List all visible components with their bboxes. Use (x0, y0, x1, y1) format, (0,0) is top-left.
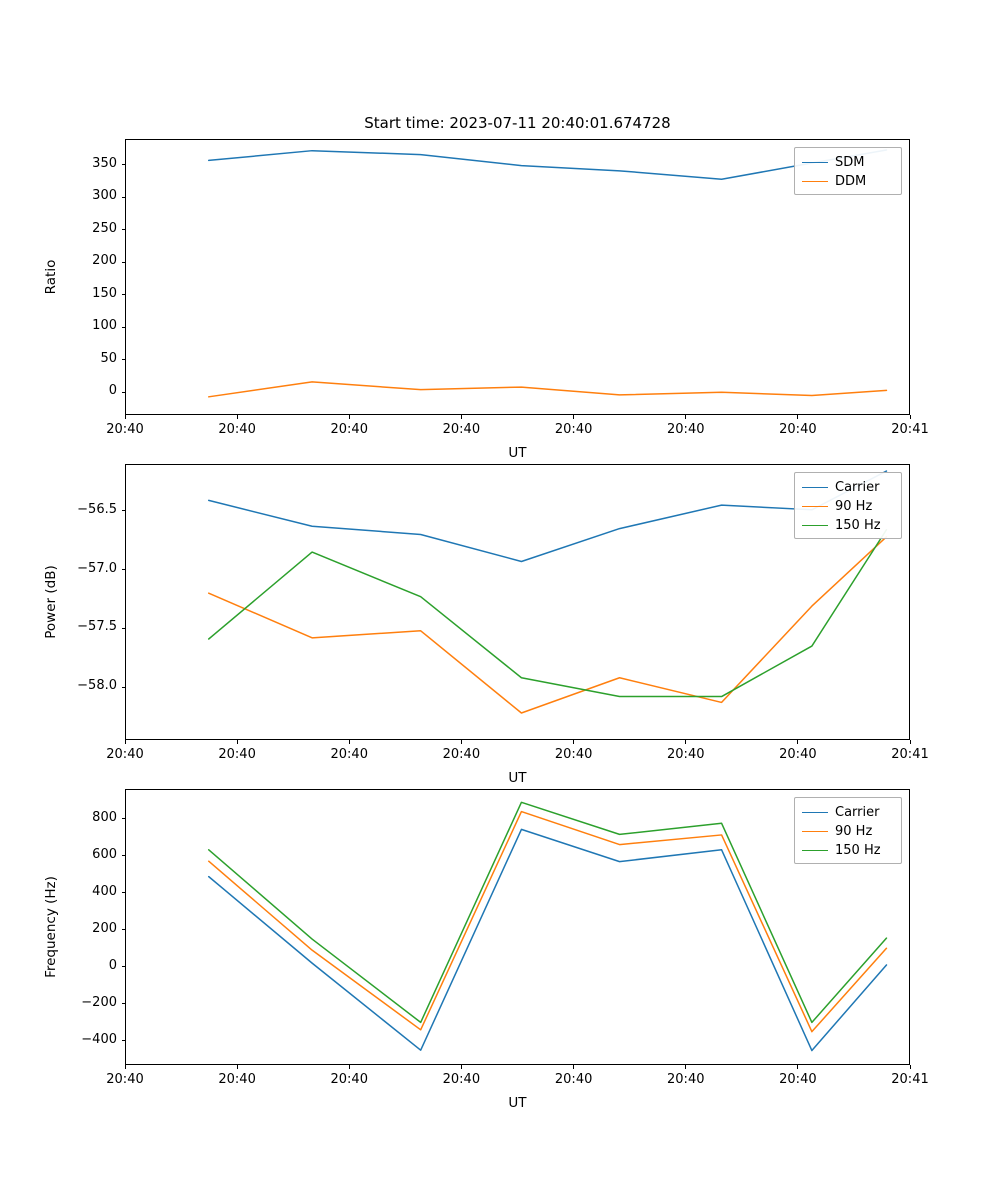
panel-power-ytick-label: −57.5 (77, 619, 117, 635)
panel-frequency-xtick-label: 20:40 (106, 1072, 144, 1087)
panel-frequency-xtick-label: 20:40 (779, 1072, 817, 1087)
panel-frequency-series-90-hz (209, 812, 887, 1032)
panel-frequency-xtick-mark (910, 1065, 911, 1069)
panel-ratio-ytick-label: 350 (92, 155, 117, 171)
legend-label: Carrier (835, 480, 880, 495)
panel-frequency-xtick-mark (237, 1065, 238, 1069)
panel-ratio-xtick-label: 20:40 (218, 422, 256, 437)
panel-ratio-ytick-label: 100 (92, 318, 117, 334)
panel-frequency-xtick-label: 20:40 (667, 1072, 705, 1087)
legend-label: 90 Hz (835, 499, 873, 514)
panel-frequency-xtick-label: 20:40 (330, 1072, 368, 1087)
panel-frequency-ytick-mark (122, 892, 126, 893)
panel-frequency-ytick-mark (122, 1040, 126, 1041)
panel-power-xtick-label: 20:41 (891, 747, 929, 762)
panel-frequency-series-carrier (209, 829, 887, 1050)
panel-power-xtick-label: 20:40 (779, 747, 817, 762)
panel-frequency-xlabel: UT (508, 1095, 527, 1111)
panel-power-ytick-label: −58.0 (77, 678, 117, 694)
panel-ratio-ytick-label: 200 (92, 253, 117, 269)
panel-frequency-xtick-mark (349, 1065, 350, 1069)
panel-ratio-xtick-label: 20:40 (330, 422, 368, 437)
panel-frequency-xtick-mark (461, 1065, 462, 1069)
panel-frequency-xtick-label: 20:40 (218, 1072, 256, 1087)
panel-ratio-xtick-label: 20:40 (442, 422, 481, 437)
legend-label: Carrier (835, 805, 880, 820)
panel-frequency-ytick-label: 200 (92, 920, 117, 936)
panel-power-ylabel: Power (dB) (43, 565, 59, 639)
panel-ratio-ytick-label: 150 (92, 285, 117, 301)
panel-frequency-legend (794, 797, 902, 864)
panel-ratio-xtick-label: 20:41 (891, 422, 929, 437)
panel-frequency-ytick-mark (122, 966, 126, 967)
legend-item[interactable] (802, 803, 894, 822)
panel-power-xlabel: UT (508, 770, 527, 786)
legend-label: 90 Hz (835, 824, 873, 839)
legend-label: SDM (835, 155, 865, 170)
panel-frequency-ytick-label: −400 (81, 1031, 117, 1047)
figure-title: Start time: 2023-07-11 20:40:01.674728 (364, 114, 671, 132)
panel-frequency-ytick-mark (122, 1003, 126, 1004)
panel-frequency-xtick-label: 20:40 (554, 1072, 593, 1087)
panel-ratio-xtick-label: 20:40 (106, 422, 144, 437)
panel-frequency-ytick-label: −200 (81, 994, 117, 1010)
legend-line-icon (802, 850, 828, 851)
panel-ratio-xlabel: UT (508, 445, 527, 461)
panel-frequency-ytick-label: 600 (92, 846, 117, 862)
legend-item[interactable] (802, 841, 894, 860)
legend-label: 150 Hz (835, 843, 881, 858)
legend-line-icon (802, 812, 828, 813)
panel-frequency-xtick-mark (573, 1065, 574, 1069)
panel-power-xtick-label: 20:40 (106, 747, 144, 762)
panel-ratio-ytick-label: 0 (108, 383, 117, 399)
panel-ratio-ytick-label: 300 (92, 188, 117, 204)
panel-ratio-ytick-label: 250 (92, 220, 117, 236)
panel-frequency-ytick-label: 800 (92, 809, 117, 825)
panel-power-xtick-label: 20:40 (442, 747, 481, 762)
panel-power-xtick-label: 20:40 (218, 747, 256, 762)
panel-frequency-xtick-label: 20:41 (891, 1072, 929, 1087)
panel-ratio-xtick-label: 20:40 (667, 422, 705, 437)
panel-ratio-xtick-label: 20:40 (554, 422, 593, 437)
panel-frequency-xtick-mark (125, 1065, 126, 1069)
legend-item[interactable] (802, 822, 894, 841)
panel-ratio-ylabel: Ratio (43, 259, 59, 295)
legend-label: DDM (835, 174, 867, 189)
legend-line-icon (802, 831, 828, 832)
panel-power-xtick-label: 20:40 (554, 747, 593, 762)
panel-power-xtick-label: 20:40 (330, 747, 368, 762)
panel-frequency-ytick-mark (122, 818, 126, 819)
panel-frequency-xtick-mark (685, 1065, 686, 1069)
legend-label: 150 Hz (835, 518, 881, 533)
panel-frequency-ylabel: Frequency (Hz) (43, 876, 59, 978)
panel-ratio-xtick-label: 20:40 (779, 422, 817, 437)
panel-frequency-ytick-mark (122, 929, 126, 930)
panel-ratio-ytick-label: 50 (100, 350, 117, 366)
panel-frequency-ytick-label: 0 (108, 957, 117, 973)
panel-frequency-xtick-mark (797, 1065, 798, 1069)
panel-power-ytick-label: −57.0 (77, 560, 117, 576)
panel-power-xtick-label: 20:40 (667, 747, 705, 762)
panel-frequency-xtick-label: 20:40 (442, 1072, 481, 1087)
panel-frequency-ytick-label: 400 (92, 883, 117, 899)
panel-power-ytick-label: −56.5 (77, 501, 117, 517)
panel-frequency-ytick-mark (122, 855, 126, 856)
